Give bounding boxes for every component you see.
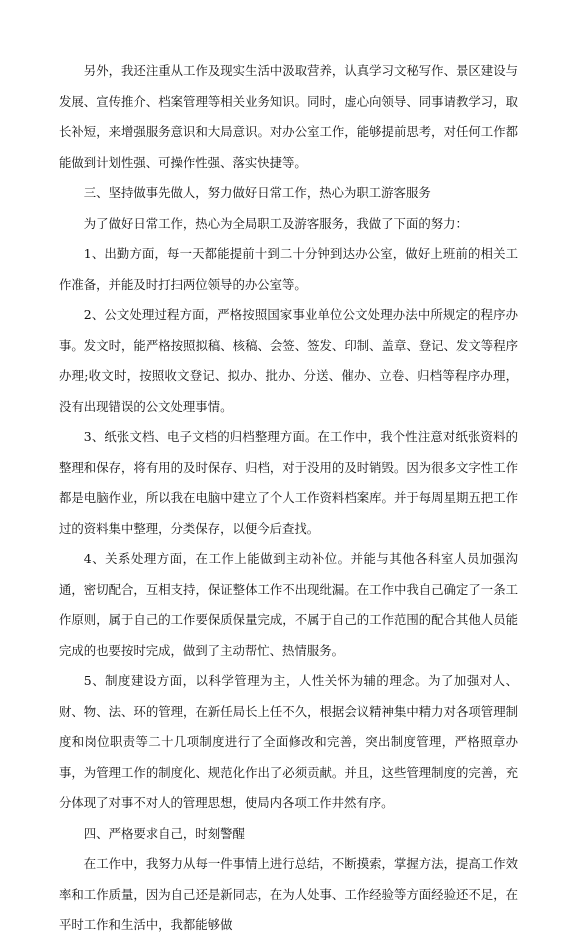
paragraph-attendance: 1、出勤方面，每一天都能提前十到二十分钟到达办公室，做好上班前的相关工作准备，并能及时打扫两位领导的办公室等。 xyxy=(59,246,518,292)
section-heading-three: 三、坚持做事先做人，努力做好日常工作，热心为职工游客服务 xyxy=(83,185,431,200)
paragraph-document-processing: 2、公文处理过程方面，严格按照国家事业单位公文处理办法中所规定的程序办事。发文时，能严格按照拟稿、核稿、会签、签发、印制、盖章、登记、发文等程序办理;收文时，按照收文登记、拟办、批办、分送、催办、立卷、归档等程序办理，没有出现错误的公文处理事情。 xyxy=(59,307,518,414)
paragraph-archiving: 3、纸张文档、电子文档的归档整理方面。在工作中，我个性注意对纸张资料的整理和保存，将有用的及时保存、归档，对于没用的及时销毁。因为很多文字性工作都是电脑作业，所以我在电脑中建立了个人工作资料档案库。并于每周星期五把工作过的资料集中整理，分类保存，以便今后查找。 xyxy=(59,429,518,536)
section-heading-four: 四、严格要求自己，时刻警醒 xyxy=(83,825,245,841)
paragraph-system-building: 5、制度建设方面，以科学管理为主，人性关怀为辅的理念。为了加强对人、财、物、法、环的管理，在新任局长上任不久，根据会议精神集中精力对各项管理制度和岗位职责等二十几项制度进行了全面修改和完善，突出制度管理，严格照章办事，为管理工作的制度化、规范化作出了必须贡献。并且，这些管理制度的完善，充分体现了对事不对人的管理思想，使局内各项工作井然有序。 xyxy=(59,673,518,810)
paragraph-study: 另外，我还注重从工作及现实生活中汲取营养，认真学习文秘写作、景区建设与发展、宣传推介、档案管理等相关业务知识。同时，虚心向领导、同事请教学习，取长补短，来增强服务意识和大局意识。对办公室工作，能够提前思考，对任何工作都能做到计划性强、可操作性强、落实快捷等。 xyxy=(59,63,518,170)
paragraph-self-discipline: 在工作中，我努力从每一件事情上进行总结，不断摸索，掌握方法，提高工作效率和工作质量，因为自己还是新同志，在为人处事、工作经验等方面经验还不足，在平时工作和生活中，我都能够做 xyxy=(59,856,518,932)
paragraph-intro: 为了做好日常工作，热心为全局职工及游客服务，我做了下面的努力： xyxy=(83,215,468,231)
paragraph-relationships: 4、关系处理方面，在工作上能做到主动补位。并能与其他各科室人员加强沟通，密切配合，互相支持，保证整体工作不出现纰漏。在工作中我自己确定了一条工作原则，属于自己的工作要保质保量完成，不属于自己的工作范围的配合其他人员能完成的也要按时完成，做到了主动帮忙、热情服务。 xyxy=(59,551,518,658)
